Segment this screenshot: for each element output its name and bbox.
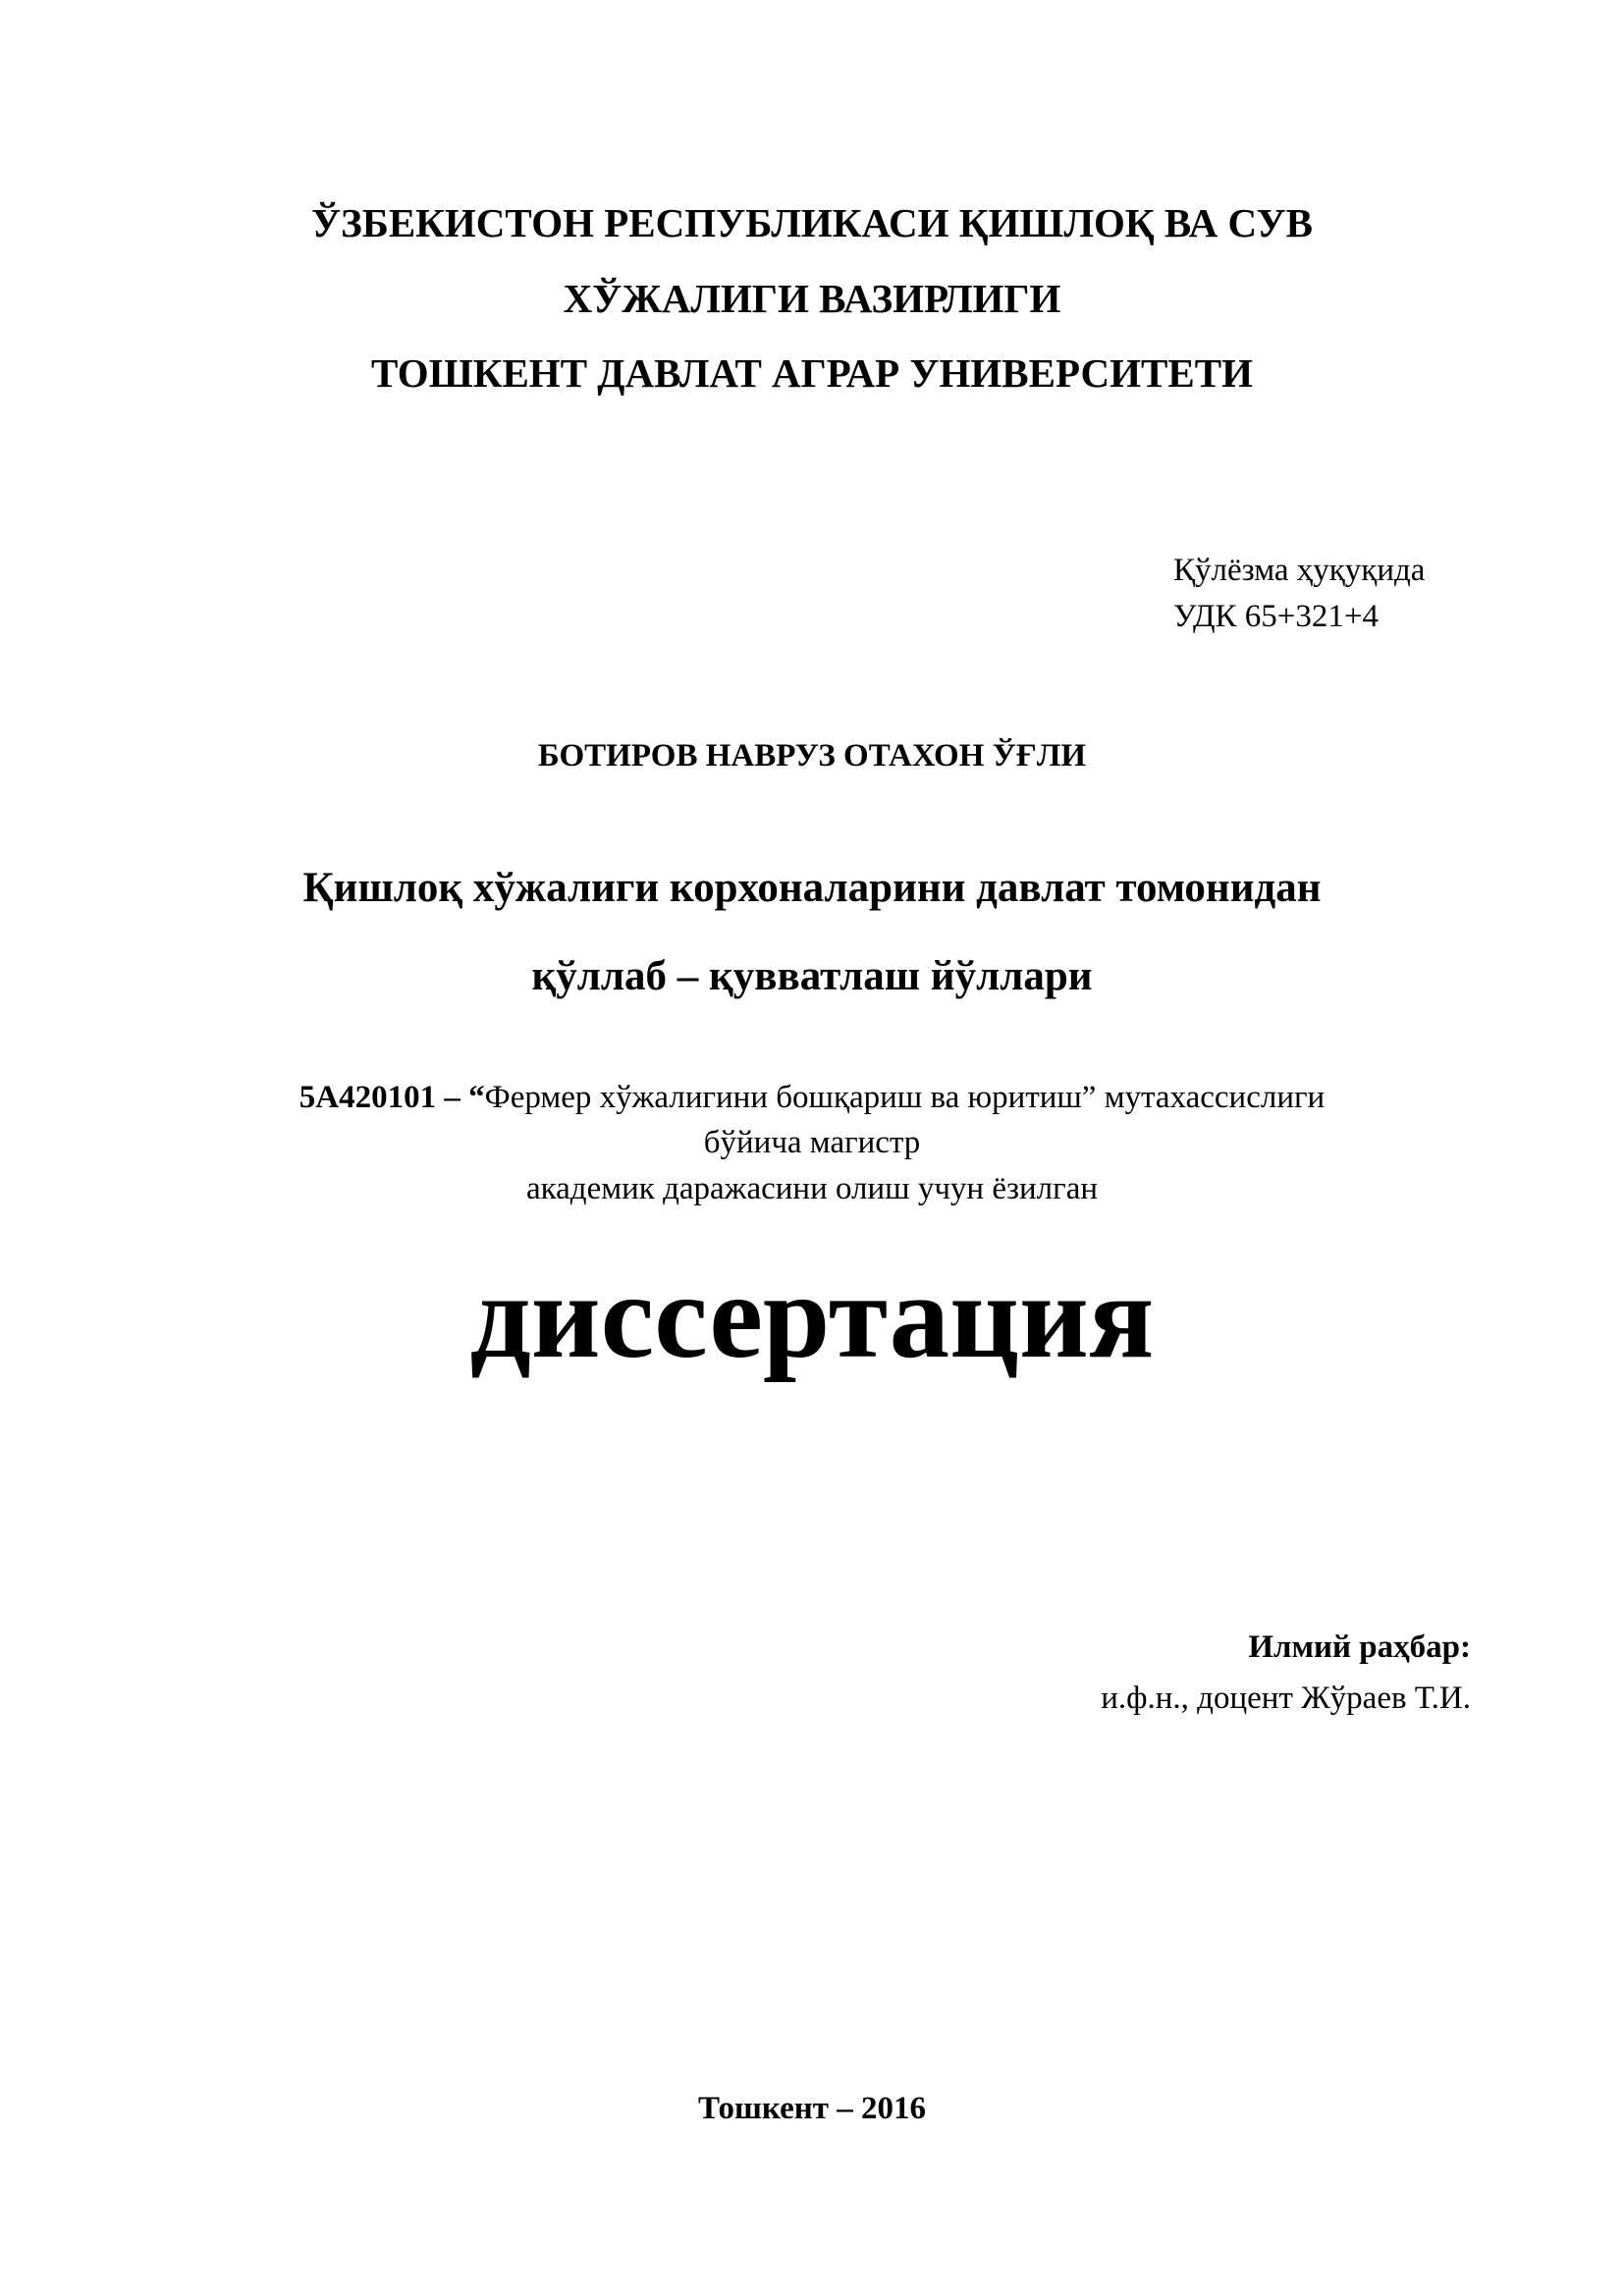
author-name: БОТИРОВ НАВРУЗ ОТАХОН ЎҒЛИ: [537, 738, 1087, 774]
specialty-line-2: бўйича магистр: [703, 1125, 921, 1160]
city-year: Тошкент – 2016: [698, 2091, 926, 2126]
specialty-line-3: академик даражасини олиш учун ёзилган: [525, 1171, 1098, 1206]
thesis-title-line-1: Қишлоқ хўжалиги корхоналарини давлат томонидан: [302, 865, 1322, 911]
specialty-code: 5А420101 – “: [298, 1080, 485, 1115]
ministry-line-1: ЎЗБЕКИСТОН РЕСПУБЛИКАСИ ҚИШЛОҚ ВА СУВ: [311, 200, 1313, 245]
advisor-name: и.ф.н., доцент Жўраев Т.И.: [1101, 1681, 1471, 1716]
document-type: диссертация: [469, 1249, 1155, 1383]
specialty-name: Фермер хўжалигини бошқариш ва юритиш” мутахассислиги: [484, 1080, 1326, 1115]
specialty-line-1: [0, 1080, 1624, 1116]
ministry-line-2: ХЎЖАЛИГИ ВАЗИРЛИГИ: [563, 276, 1061, 321]
university-name: ТОШКЕНТ ДАВЛАТ АГРАР УНИВЕРСИТЕТИ: [371, 350, 1253, 396]
thesis-title-line-2: қўллаб – қувватлаш йўллари: [531, 953, 1093, 999]
advisor-label: Илмий раҳбар:: [1248, 1629, 1471, 1665]
manuscript-rights: Қўлёзма ҳуқуқида: [1173, 553, 1426, 588]
udc-code: УДК 65+321+4: [1173, 599, 1380, 634]
